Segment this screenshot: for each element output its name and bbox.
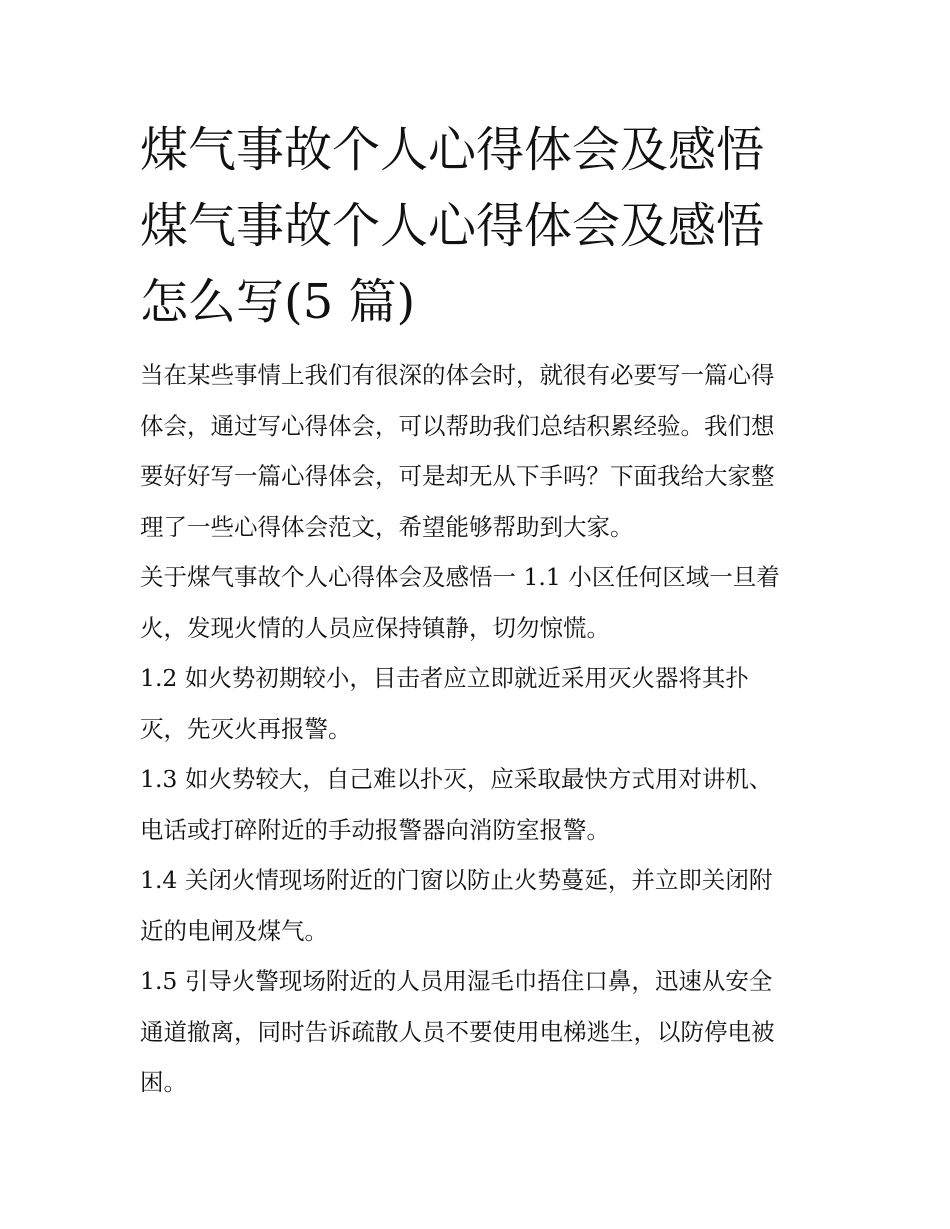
text-line: 灭，先灭火再报警。 xyxy=(140,714,352,743)
text-line: 1.2 如火势初期较小，目击者应立即就近采用灭火器将其扑 xyxy=(140,664,749,692)
title-line: 怎么写(5 篇) xyxy=(140,274,416,330)
title-line: 煤气事故个人心得体会及感悟 xyxy=(140,122,765,178)
section-paragraph-1-2 xyxy=(140,653,820,754)
text-line: 1.4 关闭火情现场附近的门窗以防止火势蔓延，并立即关闭附 xyxy=(140,866,773,894)
text-line: 当在某些事情上我们有很深的体会时，就很有必要写一篇心得 xyxy=(140,361,775,389)
text-line: 1.5 引导火警现场附近的人员用湿毛巾捂住口鼻，迅速从安全 xyxy=(140,967,773,995)
text-line: 要好好写一篇心得体会，可是却无从下手吗？下面我给大家整 xyxy=(140,462,775,490)
text-line: 电话或打碎附近的手动报警器向消防室报警。 xyxy=(140,815,610,844)
text-line: 关于煤气事故个人心得体会及感悟一 1.1 小区任何区域一旦着 xyxy=(140,563,780,591)
text-line: 火，发现火情的人员应保持镇静，切勿惊慌。 xyxy=(140,613,610,642)
section-paragraph-1-1 xyxy=(140,552,820,653)
text-line: 近的电闸及煤气。 xyxy=(140,916,328,945)
text-line: 困。 xyxy=(140,1068,187,1096)
document-page xyxy=(140,112,820,1108)
text-line: 通道撤离，同时告诉疏散人员不要使用电梯逃生，以防停电被 xyxy=(140,1017,775,1046)
text-line: 体会，通过写心得体会，可以帮助我们总结积累经验。我们想 xyxy=(140,411,775,440)
text-line: 1.3 如火势较大，自己难以扑灭，应采取最快方式用对讲机、 xyxy=(140,765,773,793)
intro-paragraph xyxy=(140,350,820,552)
section-paragraph-1-3 xyxy=(140,754,820,855)
section-paragraph-1-4 xyxy=(140,855,820,956)
section-paragraph-1-5 xyxy=(140,956,820,1108)
title-line: 煤气事故个人心得体会及感悟 xyxy=(140,198,765,254)
text-line: 理了一些心得体会范文，希望能够帮助到大家。 xyxy=(140,512,634,541)
document-title xyxy=(140,112,820,340)
